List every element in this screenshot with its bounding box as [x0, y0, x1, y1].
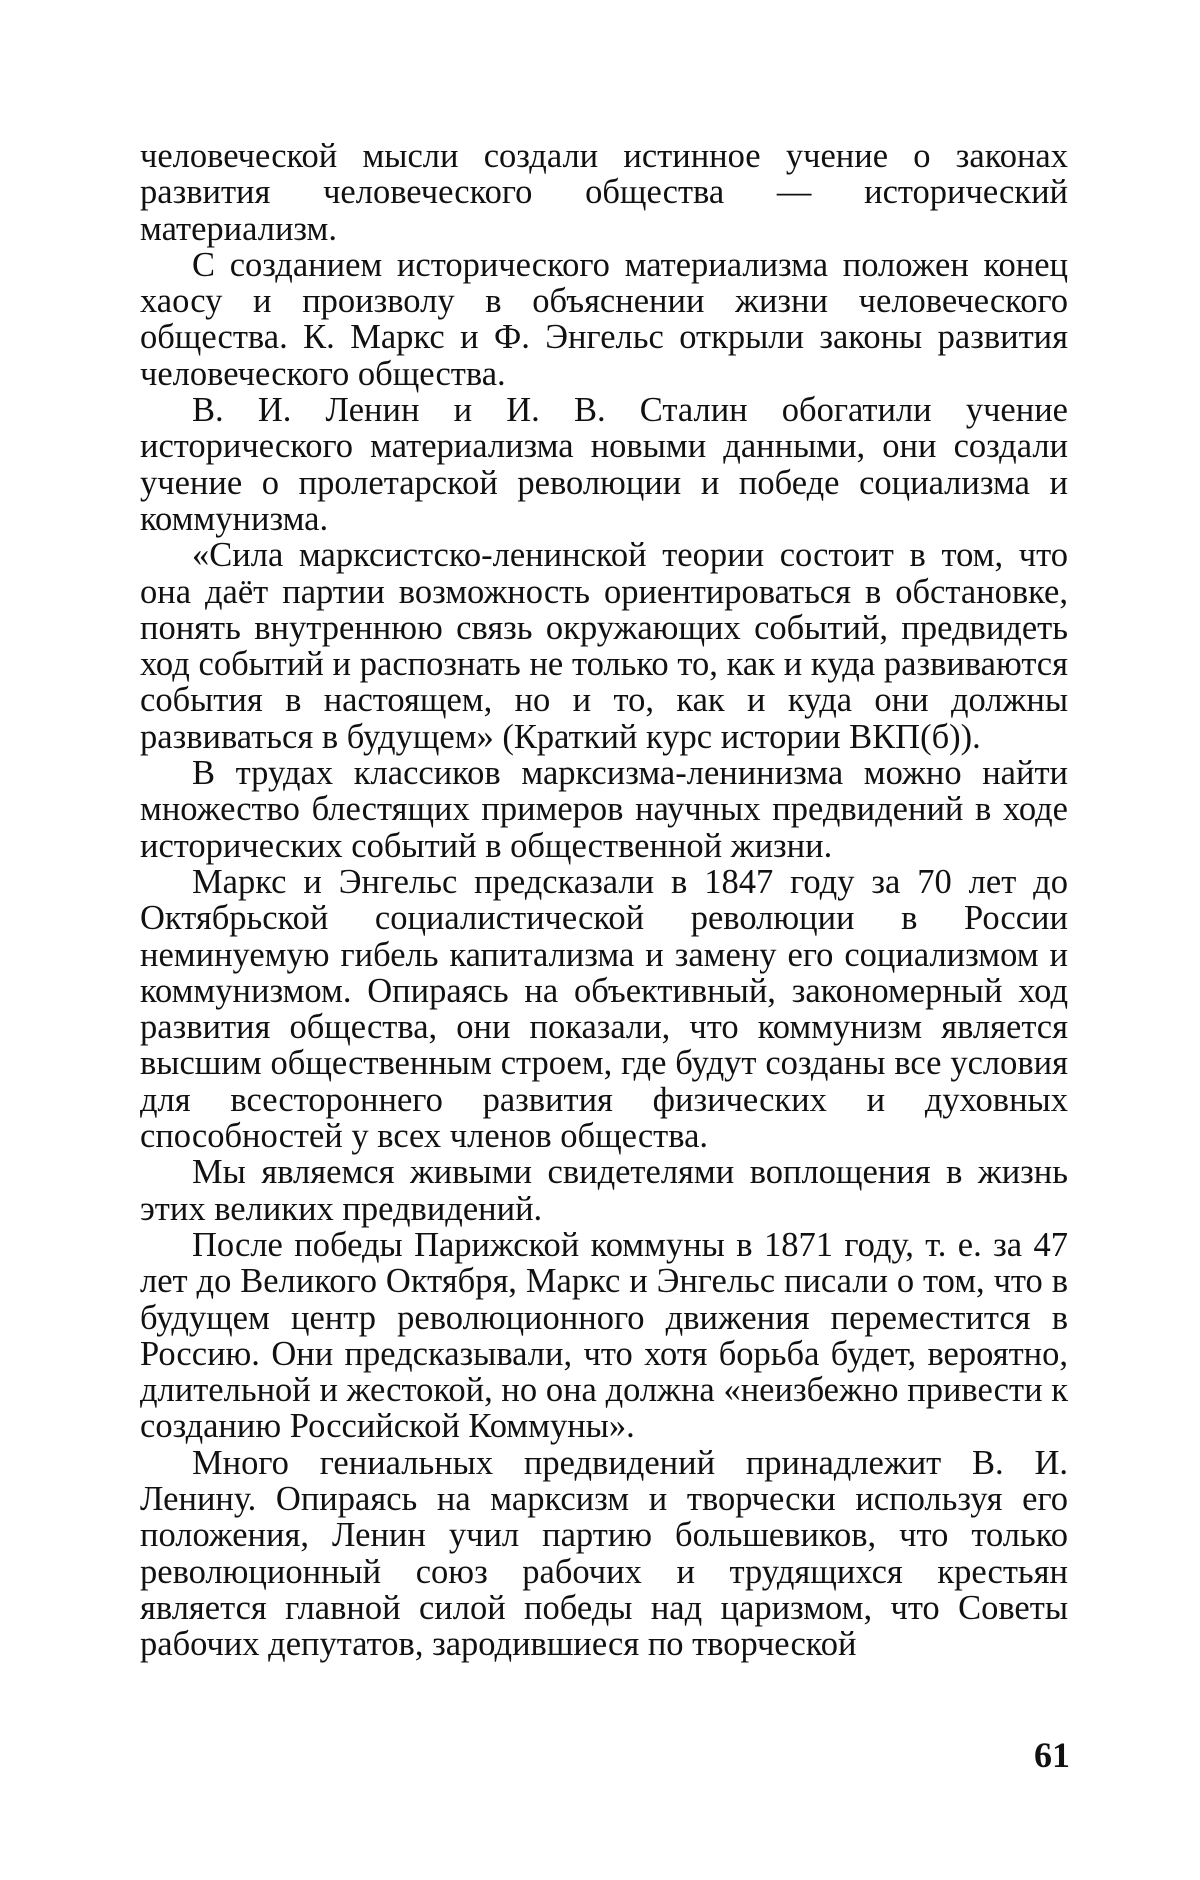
paragraph-7: Мы являемся живыми свидетелями воплощения в жизнь этих великих предвидений. [140, 1153, 1068, 1228]
paragraph-9: Много гениальных предвидений принадлежит В. И. Ленину. Опираясь на марксизм и творчески используя его положения, Ленин учил партию большевиков, что только революционный союз рабочих и трудящихся крестьян является главной силой победы над царизмом, что Советы рабочих депутатов, зародившиеся по творческой [140, 1443, 1068, 1664]
paragraph-2: С созданием исторического материализма положен конец хаосу и произволу в объяснении жизни человеческого общества. К. Маркс и Ф. Энгельс открыли законы развития человеческого общества. [140, 245, 1068, 393]
paragraph-3: В. И. Ленин и И. В. Сталин обогатили учение исторического материализма новыми данными, они создали учение о пролетарской революции и победе социализма и коммунизма. [140, 391, 1068, 538]
paragraph-5: В трудах классиков марксизма-ленинизма можно найти множество блестящих примеров научных предвидений в ходе исторических событий в общественной жизни. [140, 754, 1068, 865]
page-number: 61 [1034, 1735, 1070, 1775]
paragraph-1: человеческой мысли создали истинное учение о законах развития человеческого общества — исторический материализм. [140, 137, 1068, 248]
paragraph-4: «Сила марксистско-ленинской теории состоит в том, что она даёт партии возможность ориентироваться в обстановке, понять внутреннюю связь окружающих событий, предвидеть ход событий и распознать не только то, как и куда развиваются события в настоящем, но и то, как и куда они должны развиваться в будущем» (Краткий курс истории ВКП(б)). [140, 536, 1068, 756]
body-text [140, 138, 1068, 1662]
paragraph-8: После победы Парижской коммуны в 1871 году, т. е. за 47 лет до Великого Октября, Маркс и Энгельс писали о том, что в будущем центр революционного движения переместится в Россию. Они предсказывали, что хотя борьба будет, вероятно, длительной и жестокой, но она должна «неизбежно привести к созданию Российской Коммуны». [140, 1225, 1068, 1446]
paragraph-6: Маркс и Энгельс предсказали в 1847 году за 70 лет до Октябрьской социалистической революции в России неминуемую гибель капитализма и замену его социализмом и коммунизмом. Опираясь на объективный, закономерный ход развития общества, они показали, что коммунизм является высшим общественным строем, где будут созданы все условия для всестороннего развития физических и духовных способностей у всех членов общества. [140, 862, 1068, 1156]
